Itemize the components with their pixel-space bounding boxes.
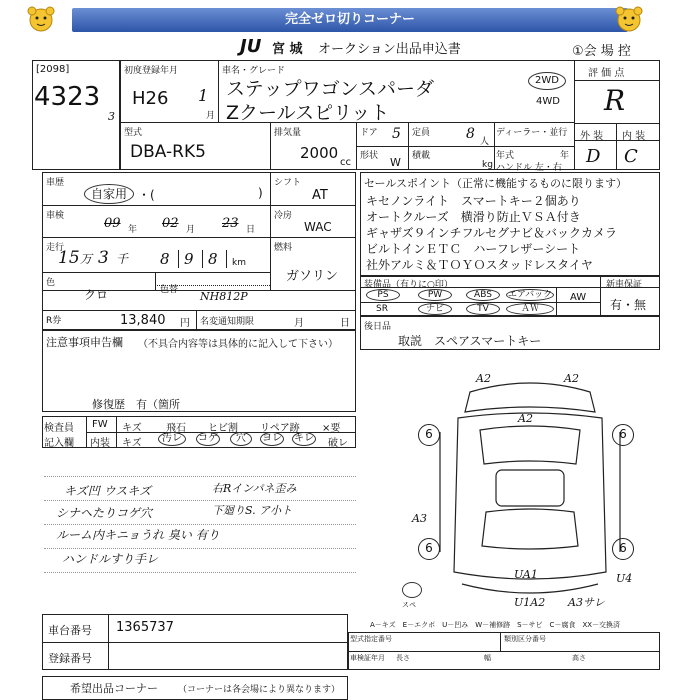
equip-airbag: エアバック	[507, 290, 553, 300]
fuel-value: ガソリン	[286, 269, 339, 284]
int-grade: C	[624, 146, 638, 167]
attached-label: 後日品	[364, 322, 392, 332]
equipment-label: 装備品（有りに○印）	[364, 280, 453, 290]
color-change-label: 色替	[160, 285, 179, 295]
reg-number-label: 登録番号	[48, 652, 92, 665]
inspection-day-unit: 日	[246, 225, 256, 235]
lot-corner-mark: 3	[108, 110, 115, 123]
car-grade: Zクールスピリット	[226, 102, 390, 124]
tire-mark: 6	[612, 424, 634, 446]
car-name-label: 車名・グレード	[222, 66, 286, 76]
doors-label: ドア	[360, 128, 378, 138]
mileage-hundreds: 8	[160, 250, 170, 268]
reg-month-unit: 月	[206, 111, 216, 121]
lot-box	[32, 60, 120, 170]
lot-number: 4323	[34, 82, 101, 112]
color-value: クロ	[84, 288, 109, 302]
dealer-label: ディーラー・並行	[496, 128, 568, 138]
mileage-unit: km	[232, 258, 246, 268]
memo-line: ルーム内キニョうれ 臭い 有り	[56, 528, 220, 542]
capacity-label: 定員	[412, 128, 431, 138]
load-label: 積載	[412, 151, 431, 161]
reg-month: 1	[198, 86, 209, 105]
int-scratch: キズ	[122, 438, 142, 449]
damage-mark: U1A2	[514, 596, 546, 609]
ju-logo: JU	[240, 36, 262, 57]
model-year-label: 年式	[496, 151, 515, 161]
sales-point-line: ビルトインＥＴＣ ハーフレザーシート	[366, 242, 581, 256]
inspection-day: 23	[222, 216, 239, 231]
int-label: 内 装	[622, 131, 646, 142]
auction-corner-banner: 完全ゼロ切りコーナー	[72, 8, 628, 32]
inspection-label: 車検	[46, 211, 65, 221]
inspection-month-unit: 月	[186, 225, 196, 235]
tax-month-unit: 月	[294, 318, 304, 329]
damage-mark: A2	[564, 372, 579, 385]
reg-era: H26	[132, 88, 169, 109]
mileage-man-unit: 万	[80, 252, 93, 266]
form-title: オークション出品申込書	[318, 42, 461, 57]
int-cell: 内装	[90, 438, 110, 449]
history-close: )	[258, 186, 263, 200]
capacity-value: 8	[466, 126, 475, 142]
model-designation-label: 型式指定番号	[350, 635, 392, 643]
mascot-right-icon	[614, 6, 644, 34]
recycle-amount: 13,840	[120, 313, 166, 328]
recycle-unit: 円	[180, 318, 190, 329]
equip-sr: SR	[376, 304, 388, 314]
memo-line: シナヘたりコゲ穴	[56, 506, 153, 520]
color-code: NH812P	[200, 290, 248, 303]
ext-grade: D	[586, 146, 601, 167]
width-label: 幅	[484, 654, 491, 662]
mileage-sen-unit: 千	[116, 252, 129, 266]
equip-navi: ナビ	[418, 303, 452, 315]
tire-mark: 6	[612, 538, 634, 560]
int-wrinkle: ヨレ	[262, 433, 282, 444]
int-tear: 破レ	[328, 438, 348, 449]
history-label: 車歴	[46, 178, 65, 188]
damage-mark: UA1	[514, 568, 538, 581]
chassis-label: 車台番号	[48, 624, 92, 637]
tax-deadline-label: 名変通知期限	[200, 317, 255, 327]
legend: A－キズ E－エクボ U－凹み W－補修跡 S－サビ C－腐食 XX－交換済	[370, 621, 621, 629]
mileage-sen: 3	[98, 248, 109, 268]
wish-corner-label: 希望出品コーナー	[70, 682, 158, 695]
model-year-unit: 年	[560, 151, 570, 161]
ac-label: 冷房	[274, 211, 293, 221]
height-label: 高さ	[572, 654, 586, 662]
int-dirt: 汚レ	[158, 432, 186, 446]
first-reg-label: 初度登録年月	[124, 66, 179, 76]
equip-alloy: ＡＷ	[506, 303, 554, 315]
attached-value: 取説 スペアスマートキー	[398, 334, 542, 348]
warranty-label: 新車保証	[606, 280, 643, 290]
history-value-circled: 自家用	[84, 184, 134, 204]
mascot-left-icon	[26, 6, 56, 34]
sales-points-title: セールスポイント（正常に機能するものに限ります）	[364, 177, 628, 190]
mileage-ones: 8	[208, 250, 218, 268]
warranty-value: 有・無	[610, 298, 647, 312]
mileage-label: 走行	[46, 243, 65, 253]
equip-aw: AW	[570, 292, 587, 303]
record-label: 記入欄	[44, 438, 74, 449]
memo2-line: 下廻りS. ア小ト	[212, 504, 293, 517]
tire-mark: 6	[418, 538, 440, 560]
ac-value: WAC	[304, 220, 332, 234]
lot-small-number: [2098]	[36, 64, 70, 75]
int-cut: キレ	[292, 432, 316, 446]
eval-score: R	[604, 84, 626, 117]
eval-label: 評 価 点	[588, 68, 625, 79]
tire-mark: 6	[418, 424, 440, 446]
shape-label: 形状	[360, 151, 379, 161]
inspection-year-unit: 年	[128, 225, 138, 235]
notes-sub: （不具合内容等は具体的に記入して下さい）	[138, 339, 338, 350]
memo-line: キズ凹 ウスキズ	[64, 484, 151, 498]
model-code: DBA-RK5	[130, 142, 206, 162]
notes-label: 注意事項申告欄	[46, 336, 123, 349]
equip-abs: ABS	[466, 289, 500, 301]
capacity-unit: 人	[480, 137, 490, 147]
shape-value: W	[390, 156, 401, 169]
load-kg: kg	[482, 160, 493, 170]
inspection-month: 02	[162, 216, 179, 231]
fuel-label: 燃料	[274, 243, 293, 253]
tax-day-unit: 日	[340, 318, 350, 329]
inspection-year: 09	[104, 216, 121, 231]
int-burn: コゲ	[198, 433, 218, 444]
drive-2wd-circled: 2WD	[528, 72, 566, 90]
equip-ps: PS	[366, 289, 400, 301]
damage-mark: A2	[518, 412, 533, 425]
spare-label: スペ	[402, 601, 416, 609]
chassis-number: 1365737	[116, 620, 174, 635]
memo-line: ハンドルすり手レ	[62, 552, 159, 566]
sales-point-line: オートクルーズ 横滑り防止ＶＳＡ付き	[366, 210, 581, 224]
drive-4wd: 4WD	[536, 96, 560, 107]
displacement-label: 排気量	[274, 128, 302, 138]
wish-corner-note: （コーナーは各会場により異なります）	[178, 685, 341, 695]
fw-cell: FW	[92, 419, 108, 430]
copy-label: ①会 場 控	[572, 44, 631, 59]
repair-history: 修復歴 有（箇所	[92, 398, 180, 411]
length-label: 長さ	[396, 654, 410, 662]
reg-date-label: 車検証年月	[350, 654, 385, 662]
model-label: 型式	[124, 128, 143, 138]
equip-tv: TV	[466, 303, 500, 315]
memo2-line: 右Rインパネ歪み	[212, 482, 297, 495]
venue-name: 宮 城	[272, 42, 303, 57]
fw-scratch: キズ	[122, 423, 142, 434]
fw-repair: リペア跡	[260, 423, 300, 434]
sales-point-line: 社外アルミ＆ＴＯＹＯスタッドレスタイヤ	[366, 258, 593, 272]
sales-point-line: キセノンライト スマートキー２個あり	[366, 194, 581, 208]
fw-crack: ヒビ割	[208, 423, 238, 434]
cc-unit: cc	[340, 157, 351, 168]
inspector-label: 検査員	[44, 423, 74, 434]
ext-label: 外 装	[580, 131, 604, 142]
handle-label: ハンドル 左・右	[496, 163, 562, 173]
spare-tire-icon	[402, 582, 422, 598]
damage-mark: A2	[476, 372, 491, 385]
damage-mark: A3	[412, 512, 427, 525]
equip-pw: PW	[418, 289, 452, 301]
int-hole: 穴	[230, 432, 252, 446]
car-name: ステップワゴンスパーダ	[226, 78, 435, 100]
color-label: 色	[46, 278, 56, 288]
type-class-label: 類別区分番号	[504, 635, 546, 643]
displacement-value: 2000	[300, 144, 339, 162]
damage-mark: U4	[616, 572, 633, 585]
doors-value: 5	[392, 126, 401, 142]
shift-value: AT	[312, 188, 328, 203]
shift-label: シフト	[274, 178, 302, 188]
sales-point-line: ギャザズ９インチフルセグナビ＆バックカメラ	[366, 226, 618, 240]
history-rest: ・(	[138, 188, 155, 202]
recycle-label: R券	[46, 316, 62, 326]
mileage-tens: 9	[184, 250, 194, 268]
mileage-man: 15	[58, 248, 80, 268]
fw-chip: 飛石	[166, 423, 186, 434]
fw-replace: ×要	[322, 423, 341, 434]
damage-mark: A3サレ	[568, 596, 605, 609]
